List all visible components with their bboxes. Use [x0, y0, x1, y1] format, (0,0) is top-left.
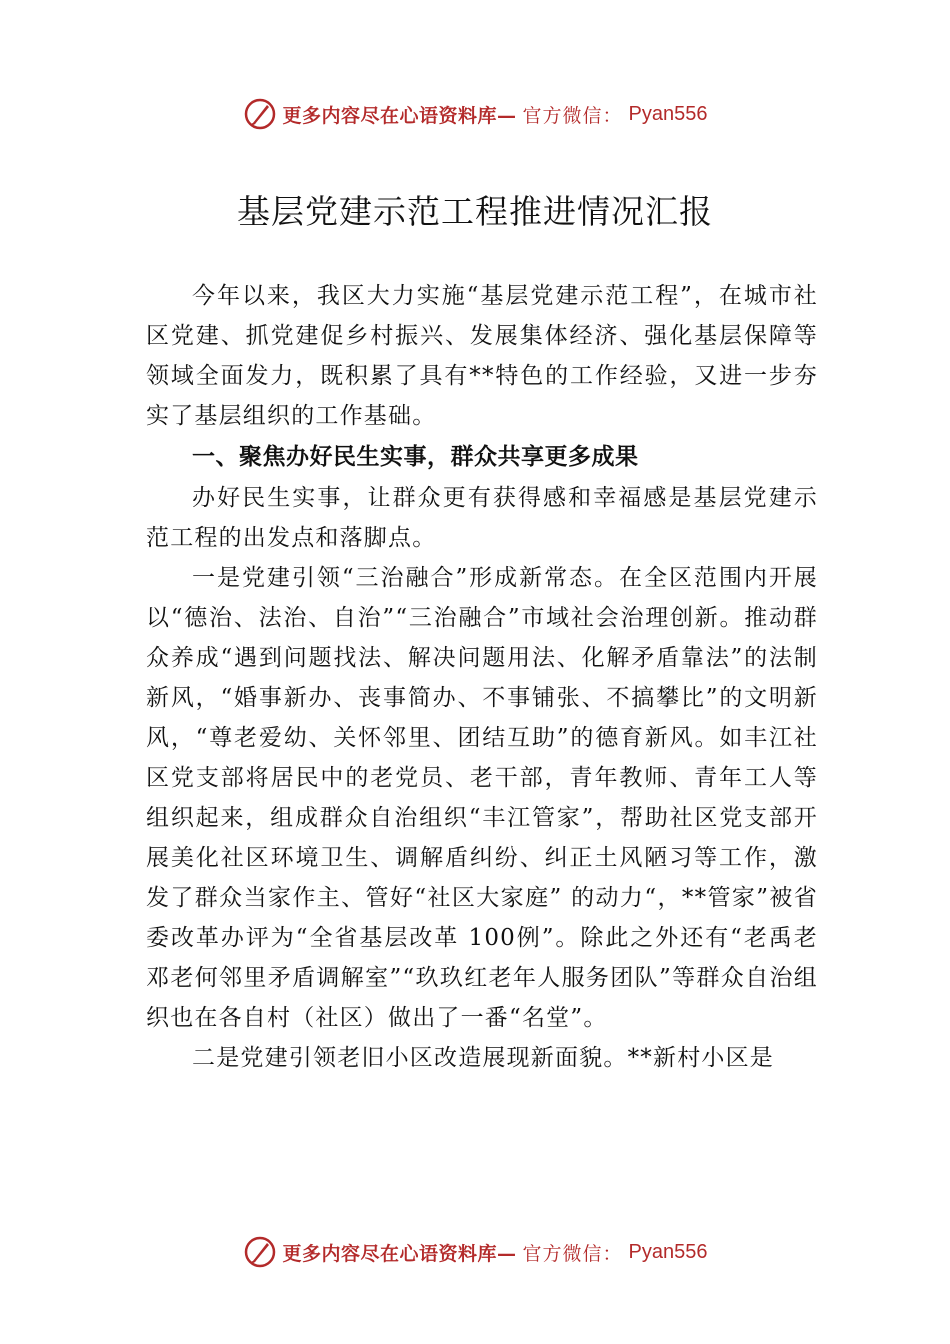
banner-wechat-id: Pyan556 — [628, 102, 708, 125]
banner-text: 更多内容尽在心语资料库— — [282, 104, 517, 127]
quill-logo-icon — [243, 97, 277, 131]
footer-banner — [0, 1232, 950, 1272]
document-title: 基层党建示范工程推进情况汇报 — [237, 192, 713, 231]
banner-wechat-id: Pyan556 — [628, 1240, 708, 1263]
document-body — [146, 276, 818, 1078]
quill-logo-icon — [243, 1235, 277, 1269]
header-banner — [0, 94, 950, 134]
banner-text: 更多内容尽在心语资料库— — [282, 1242, 517, 1265]
section-paragraph: 二是党建引领老旧小区改造展现新面貌。**新村小区是 — [192, 1045, 774, 1071]
section-heading: 一、聚焦办好民生实事，群众共享更多成果 — [192, 444, 639, 470]
section-paragraph: 一是党建引领“三治融合”形成新常态。在全区范围内开展以“德治、法治、自治”“三治融合”市域社会治理创新。推动群众养成“遇到问题找法、解决问题用法、化解矛盾靠法”的法制新风，“婚事新办、丧事简办、不事铺张、不搞攀比”的文明新风，“尊老爱幼、关怀邻里、团结互助”的德育新风。如丰江社区党支部将居民中的老党员、老干部，青年教师、青年工人等组织起来，组成群众自治组织“丰江管家”，帮助社区党支部开展美化社区环境卫生、调解盾纠纷、纠正土风陋习等工作，激发了群众当家作主、管好“社区大家庭” 的动力“，**管家”被省委改革办评为“全省基层改革 100例”。除此之外还有“老禹老邓老何邻里矛盾调解室”“玖玖红老年人服务团队”等群众自治组织也在各自村（社区）做出了一番“名堂”。 — [146, 565, 818, 1031]
section-paragraph: 办好民生实事，让群众更有获得感和幸福感是基层党建示范工程的出发点和落脚点。 — [146, 485, 818, 551]
banner-wechat-label: 官方微信： — [522, 1242, 623, 1265]
banner-wechat-label: 官方微信： — [522, 104, 623, 127]
intro-paragraph: 今年以来，我区大力实施“基层党建示范工程”，在城市社区党建、抓党建促乡村振兴、发展集体经济、强化基层保障等领域全面发力，既积累了具有**特色的工作经验，又进一步夯实了基层组织的工作基础。 — [146, 283, 818, 429]
